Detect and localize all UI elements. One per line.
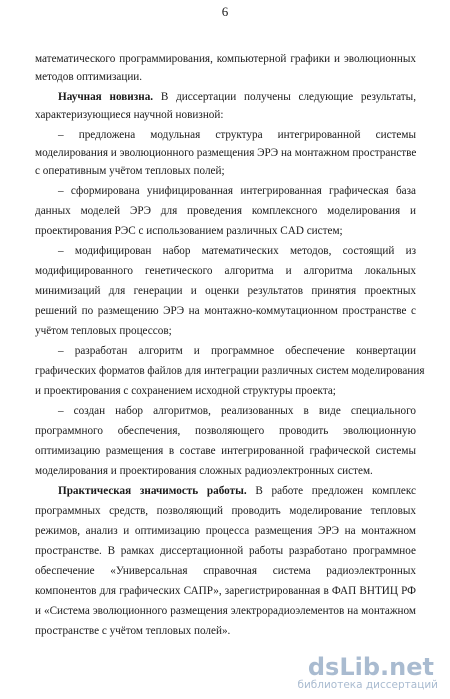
list-item-line: – разработан алгоритм и программное обеспечение конвертации [58,345,416,357]
page-number: 6 [221,4,229,19]
text-line: обеспечение «Универсальная справочная система радиоэлектронных [35,565,416,577]
text-line: математического программирования, компьютерной графики и эволюционных [35,53,416,65]
text-line: с оперативным учётом тепловых полей; [35,165,225,177]
list-item-line: – создан набор алгоритмов, реализованных в виде специального [58,405,416,417]
text-line: учётом тепловых процессов; [35,325,172,337]
text-line: данных моделей ЭРЭ для проведения комплексного моделирования и [35,205,416,217]
text-line: модифицированного генетического алгоритма и алгоритма локальных [35,265,416,277]
text-line: компонентов для графических САПР», зарегистрированная в ФАП ВНТИЦ РФ [35,585,416,597]
text-line: и «Система эволюционного размещения электрорадиоэлементов на монтажном [35,605,416,617]
watermark [290,653,440,693]
list-item-line: – предложена модульная структура интегрированной системы [58,129,416,141]
list-item-line: – сформирована унифицированная интегрированная графическая база [58,185,416,197]
paragraph-first-line [58,90,416,104]
text-line: графических форматов файлов для интеграции различных систем моделирования [35,365,425,377]
text-line: проектирования РЭС с использованием различных CAD систем; [35,225,343,237]
text-line: и проектирования с сохранением исходной структуры проекта; [35,385,336,397]
text-line: программного обеспечения, позволяющего проводить эволюционную [35,425,416,437]
watermark-logo: dsLib.net [307,653,434,681]
list-item-line: – модифицирован набор математических методов, состоящий из [58,245,416,257]
section-heading-novelty: Научная новизна. [58,91,154,103]
text-span: В работе предложен комплекс [246,485,416,497]
text-line: программных средств, позволяющий проводить моделирование тепловых [35,505,416,517]
text-line: пространстве с учётом тепловых полей». [35,625,231,637]
text-line: оптимизацию размещения в составе интегрированной графической системы [35,445,416,457]
section-heading-practical: Практическая значимость работы. [58,485,247,497]
text-line: решений по размещению ЭРЭ на монтажно-коммутационном пространстве с [35,305,416,317]
text-line: минимизаций для генерации и оценки результатов принятия проектных [35,285,416,297]
watermark-subtitle: библиотека диссертаций [297,679,438,691]
text-line: методов оптимизации. [35,71,143,83]
text-line: моделирования и проектирования сложных радиоэлектронных систем. [35,465,373,477]
text-line: пространстве. В рамках диссертационной работы разработано программное [35,545,416,557]
text-line: моделирования и эволюционного размещения ЭРЭ на монтажном пространстве [35,147,417,159]
paragraph-first-line [58,484,416,498]
text-line: режимов, анализ и оптимизацию процесса размещения ЭРЭ на монтажном [35,525,416,537]
text-line: характеризующиеся научной новизной: [35,109,224,121]
text-span: В диссертации получены следующие результаты, [153,91,416,103]
